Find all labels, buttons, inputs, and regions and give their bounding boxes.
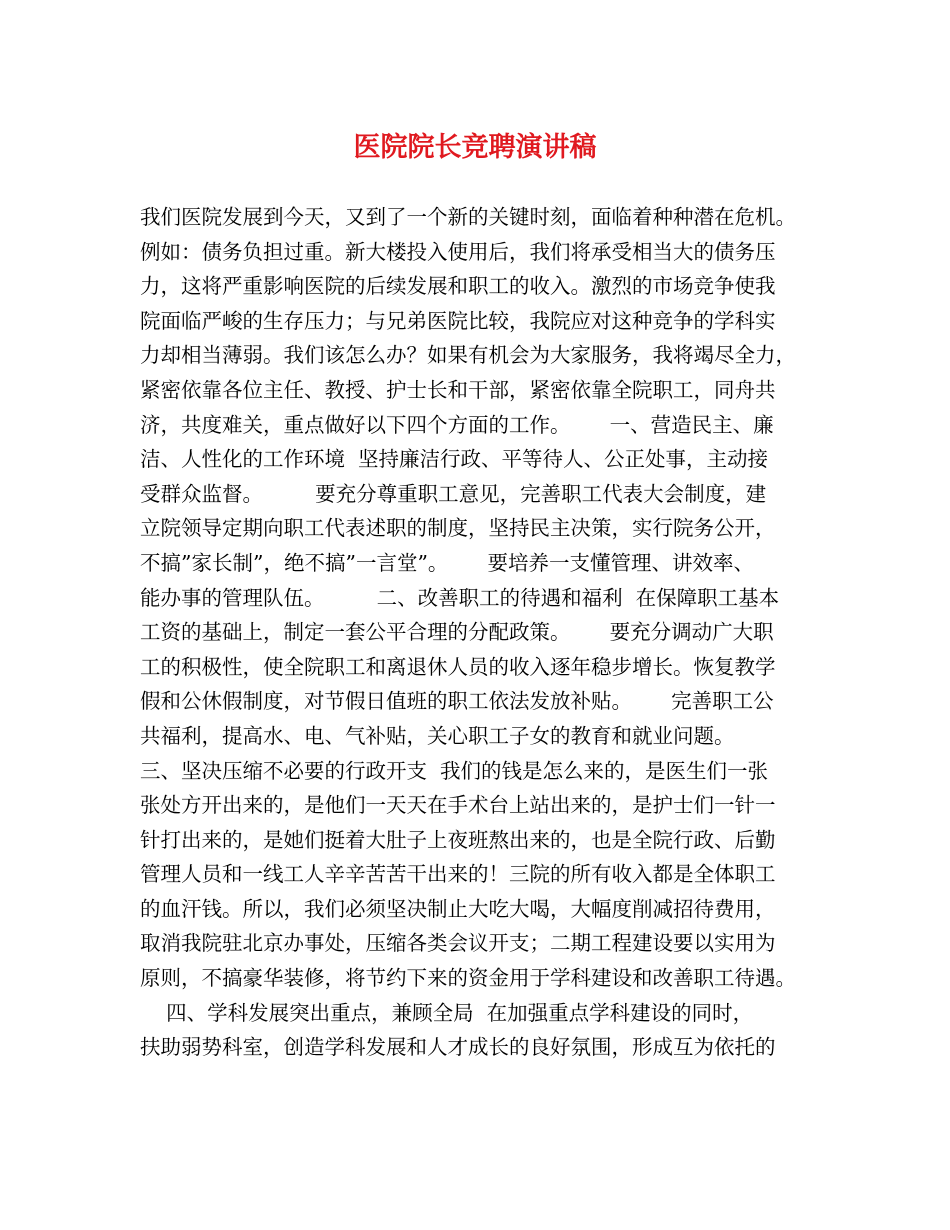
text-line: 紧密依靠各位主任、教授、护士长和干部，紧密依靠全院职工，同舟共 [140, 377, 776, 402]
text-line: 能办事的管理队伍。 二、改善职工的待遇和福利 在保障职工基本 [140, 585, 780, 610]
document-title: 医院院长竞聘演讲稿 [353, 132, 597, 163]
text-line: 原则，不搞豪华装修，将节约下来的资金用于学科建设和改善职工待遇。 [140, 966, 796, 991]
text-line: 我们医院发展到今天，又到了一个新的关键时刻，面临着种种潜在危机。 [140, 205, 796, 229]
text-line: 工的积极性，使全院职工和离退休人员的收入逐年稳步增长。恢复教学 [140, 654, 776, 679]
text-line: 院面临严峻的生存压力；与兄弟医院比较，我院应对这种竞争的学科实 [140, 308, 776, 333]
text-line: 济，共度难关，重点做好以下四个方面的工作。 一、营造民主、廉 [140, 412, 774, 437]
text-line: 张处方开出来的，是他们一天天在手术台上站出来的，是护士们一针一 [140, 793, 776, 818]
text-line: 不搞”家长制”，绝不搞”一言堂”。 要培养一支懂管理、讲效率、 [140, 550, 755, 575]
text-line: 的血汗钱。所以，我们必须坚决制止大吃大喝，大幅度削减招待费用， [140, 896, 776, 921]
text-line: 立院领导定期向职工代表述职的制度，坚持民主决策，实行院务公开， [140, 516, 776, 541]
text-line: 四、学科发展突出重点，兼顾全局 在加强重点学科建设的同时， [140, 1000, 754, 1025]
text-line: 共福利，提高水、电、气补贴，关心职工子女的教育和就业问题。 [140, 723, 735, 748]
text-line: 扶助弱势科室，创造学科发展和人才成长的良好氛围，形成互为依托的 [140, 1035, 776, 1060]
text-line: 洁、人性化的工作环境 坚持廉洁行政、平等待人、公正处事，主动接 [140, 447, 769, 472]
text-line: 针打出来的，是她们挺着大肚子上夜班熬出来的，也是全院行政、后勤 [140, 827, 776, 852]
text-line: 力却相当薄弱。我们该怎么办？如果有机会为大家服务，我将竭尽全力， [140, 343, 796, 368]
document-body [140, 200, 840, 1065]
text-line: 工资的基础上，制定一套公平合理的分配政策。 要充分调动广大职 [140, 620, 774, 645]
text-line: 假和公休假制度，对节假日值班的职工依法发放补贴。 完善职工公 [140, 689, 774, 714]
text-line: 取消我院驻北京办事处，压缩各类会议开支；二期工程建设要以实用为 [140, 931, 776, 956]
text-line: 受群众监督。 要充分尊重职工意见，完善职工代表大会制度，建 [140, 481, 767, 506]
text-line: 例如：债务负担过重。新大楼投入使用后，我们将承受相当大的债务压 [140, 239, 776, 264]
text-line: 三、坚决压缩不必要的行政开支 我们的钱是怎么来的，是医生们一张 [140, 758, 769, 783]
text-line: 力，这将严重影响医院的后续发展和职工的收入。激烈的市场竞争使我 [140, 274, 776, 299]
text-line: 管理人员和一线工人辛辛苦苦干出来的！三院的所有收入都是全体职工 [140, 862, 776, 887]
